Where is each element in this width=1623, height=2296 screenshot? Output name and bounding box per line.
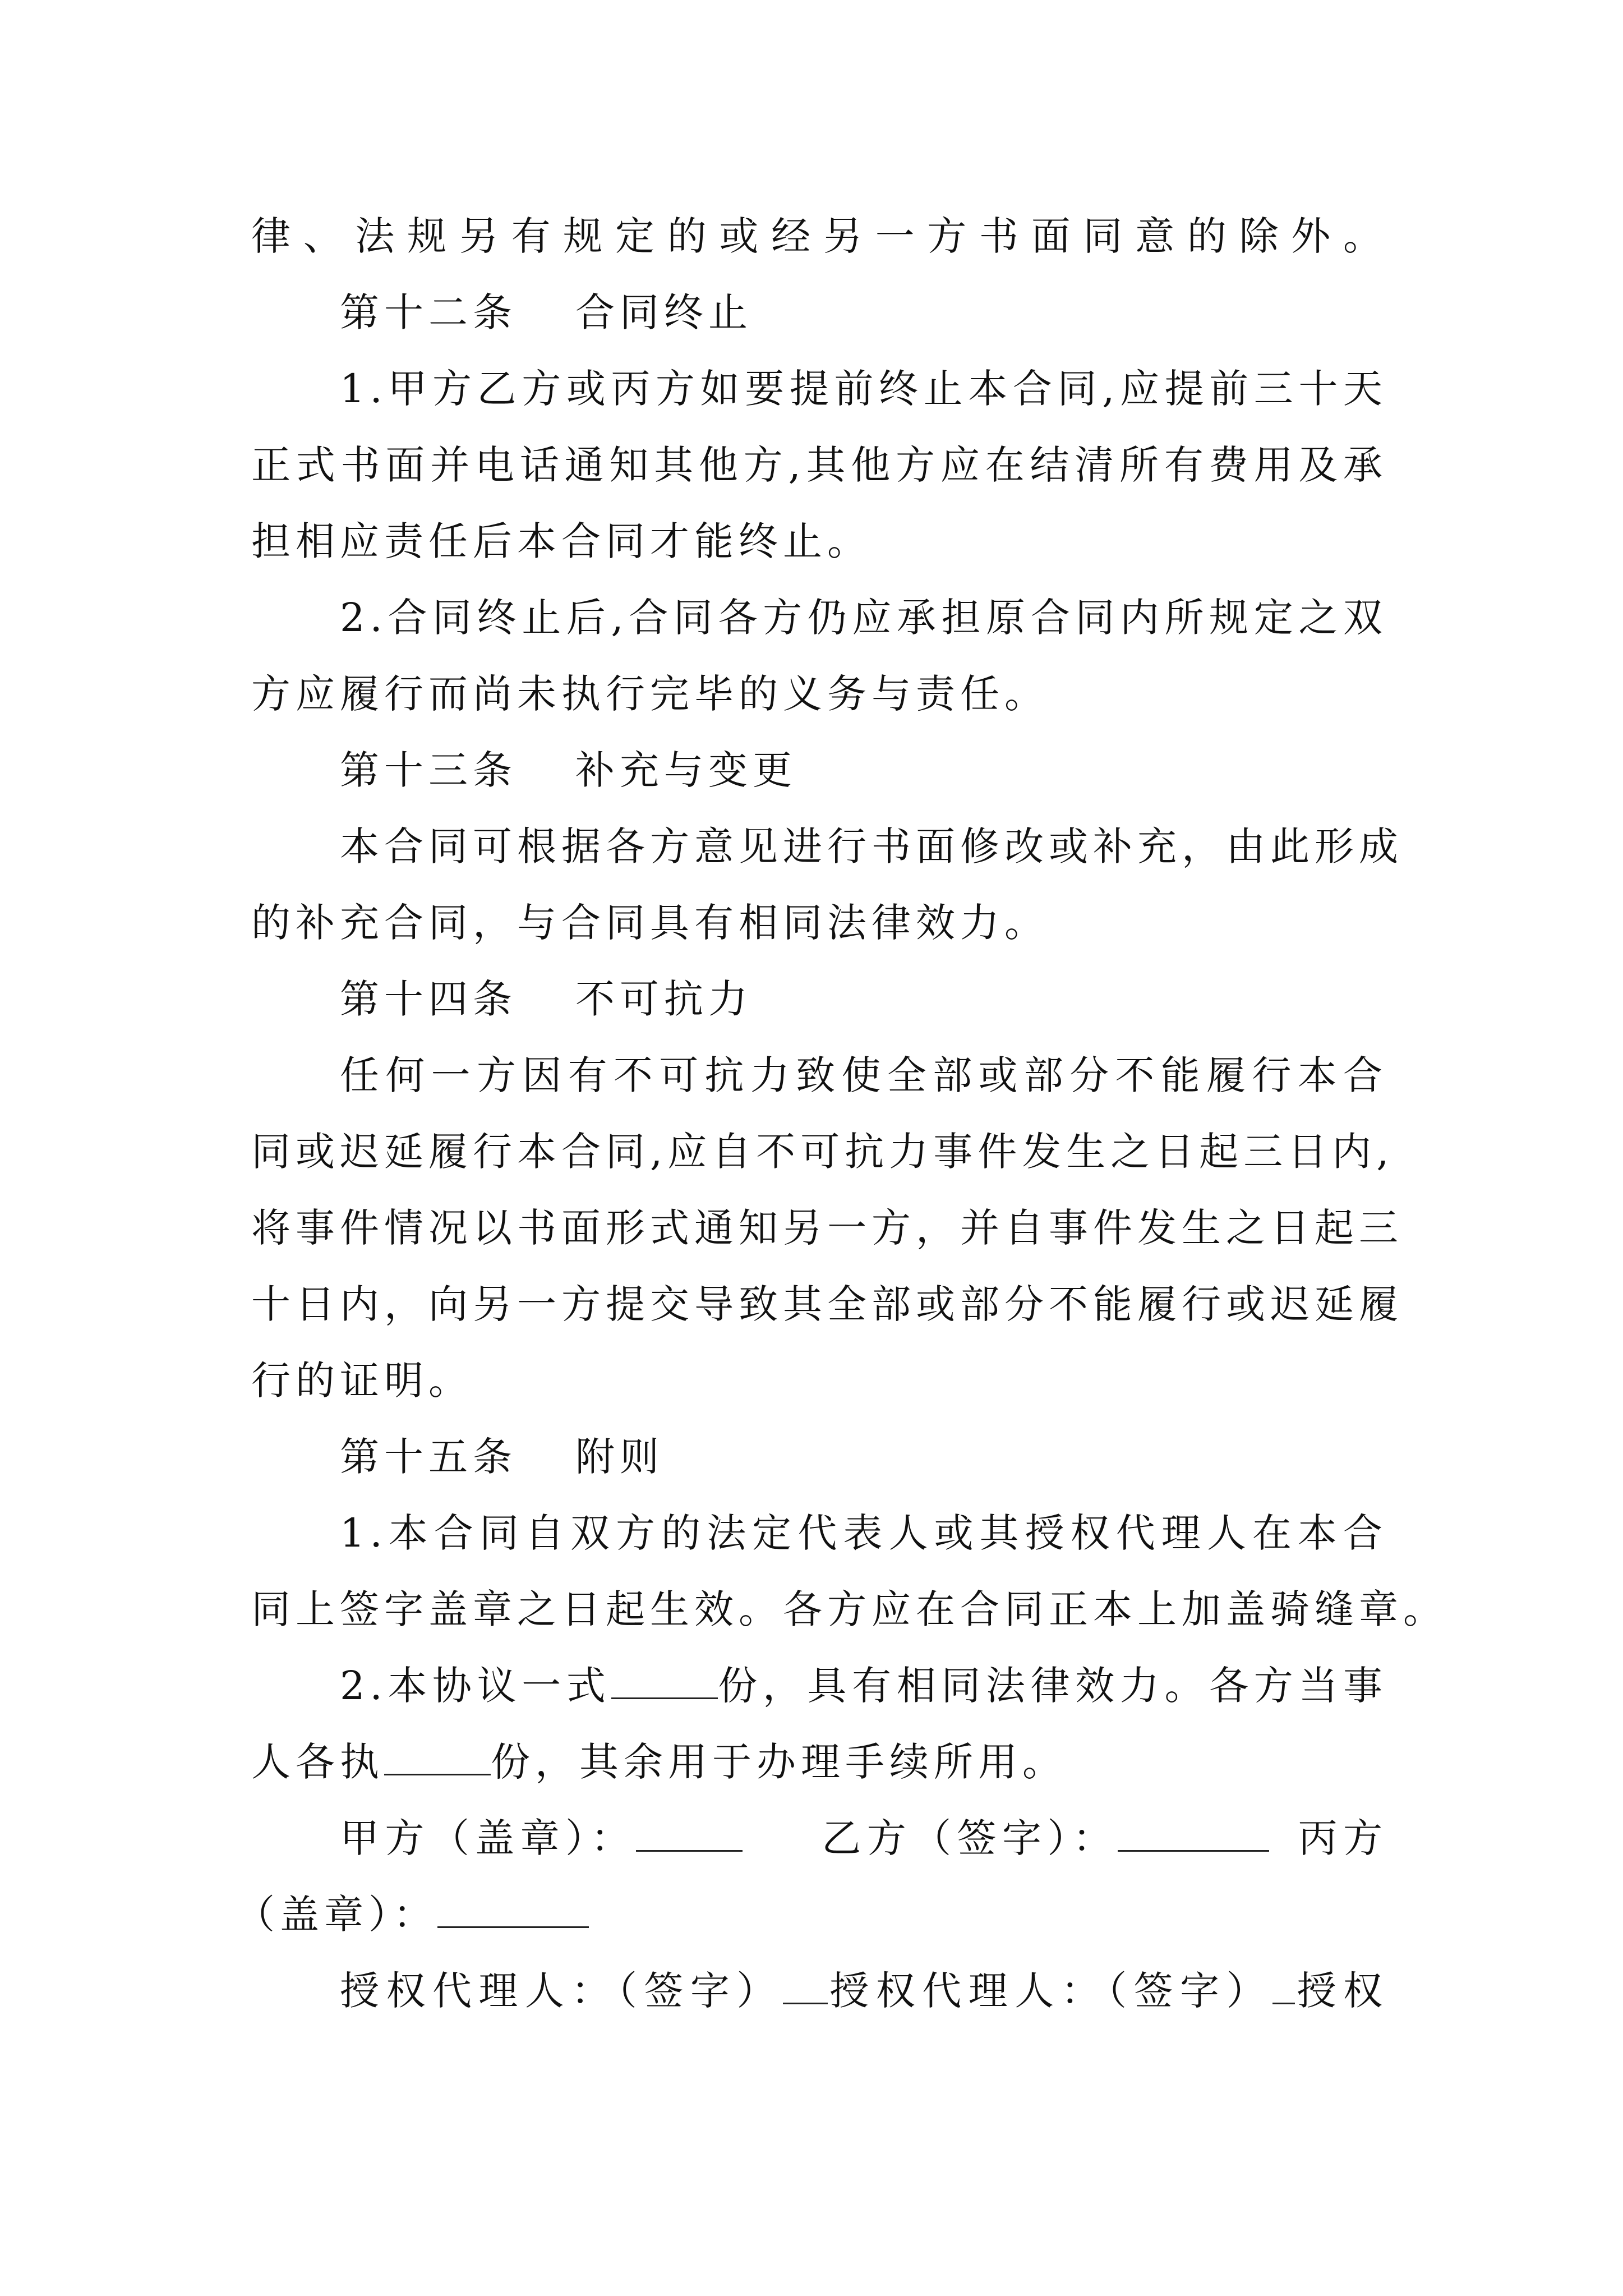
copies-each-blank[interactable] [384, 1740, 491, 1775]
text-line: 1.本合同自双方的法定代表人或其授权代理人在本合 [340, 1510, 1387, 1556]
article-title: 附则 [575, 1434, 664, 1480]
text-segment: 2.本协议一式 [340, 1663, 611, 1709]
article-number: 第十五条 [340, 1434, 517, 1480]
copies-blank[interactable] [611, 1664, 718, 1699]
article-title: 不可抗力 [575, 976, 753, 1022]
text-line: 任何一方因有不可抗力致使全部或部分不能履行本合 [340, 1052, 1387, 1098]
text-line: 行的证明。 [251, 1358, 473, 1404]
party-a-label: 甲方（盖章）： [340, 1815, 636, 1861]
article-title: 合同终止 [575, 289, 753, 335]
party-b-sign-blank[interactable] [1118, 1816, 1269, 1852]
article-15-heading [251, 1419, 1387, 1495]
text-line: 将事件情况以书面形式通知另一方，并自事件发生之日起三 [251, 1205, 1403, 1251]
agent-a-label: 授权代理人：（签字） [340, 1968, 783, 2014]
article-13-heading [251, 732, 1387, 808]
party-c-label: 丙方 [1297, 1815, 1388, 1861]
article-title: 补充与变更 [575, 747, 797, 793]
text-line: 2.合同终止后,合同各方仍应承担原合同内所规定之双 [340, 595, 1387, 641]
agent-a-blank[interactable] [783, 1969, 828, 2004]
party-b-label: 乙方（签字）： [820, 1815, 1118, 1861]
text-line: 的补充合同，与合同具有相同法律效力。 [251, 900, 1049, 946]
text-line: 方应履行而尚未执行完毕的义务与责任。 [251, 671, 1049, 717]
party-c-seal-blank[interactable] [437, 1893, 589, 1928]
text-line: 1.甲方乙方或丙方如要提前终止本合同,应提前三十天 [340, 366, 1387, 412]
party-c-seal-label: （盖章）： [236, 1892, 437, 1938]
text-line: 担相应责任后本合同才能终止。 [251, 518, 872, 564]
text-segment: 人各执 [251, 1739, 384, 1785]
text-line: 本合同可根据各方意见进行书面修改或补充，由此形成 [340, 823, 1403, 869]
copies-each-line [251, 1724, 1387, 1800]
agent-signature-line [251, 1953, 1387, 2029]
text-segment: 份，其余用于办理手续所用。 [491, 1739, 1067, 1785]
text-line: 同上签字盖章之日起生效。各方应在合同正本上加盖骑缝章。 [251, 1586, 1447, 1632]
article-number: 第十二条 [340, 289, 517, 335]
text-line: 十日内，向另一方提交导致其全部或部分不能履行或迟延履 [251, 1281, 1403, 1327]
signature-parties-line [251, 1800, 1387, 1876]
article-number: 第十三条 [340, 747, 517, 793]
article-14-heading [251, 961, 1387, 1037]
agent-b-blank[interactable] [1272, 1969, 1295, 2004]
copies-line [251, 1648, 1387, 1724]
party-c-seal-line [236, 1876, 1387, 1953]
agent-b-label: 授权代理人：（签字） [827, 1968, 1273, 2014]
article-number: 第十四条 [340, 976, 517, 1022]
agent-c-label: 授权 [1295, 1968, 1388, 2014]
text-line: 正式书面并电话通知其他方,其他方应在结清所有费用及承 [251, 442, 1387, 488]
article-12-heading [251, 274, 1387, 351]
party-a-seal-blank[interactable] [636, 1816, 743, 1852]
text-segment: 份，具有相同法律效力。各方当事 [717, 1663, 1387, 1709]
text-line: 律、法规另有规定的或经另一方书面同意的除外。 [251, 213, 1387, 259]
text-line: 同或迟延履行本合同,应自不可抗力事件发生之日起三日内, [251, 1129, 1394, 1175]
